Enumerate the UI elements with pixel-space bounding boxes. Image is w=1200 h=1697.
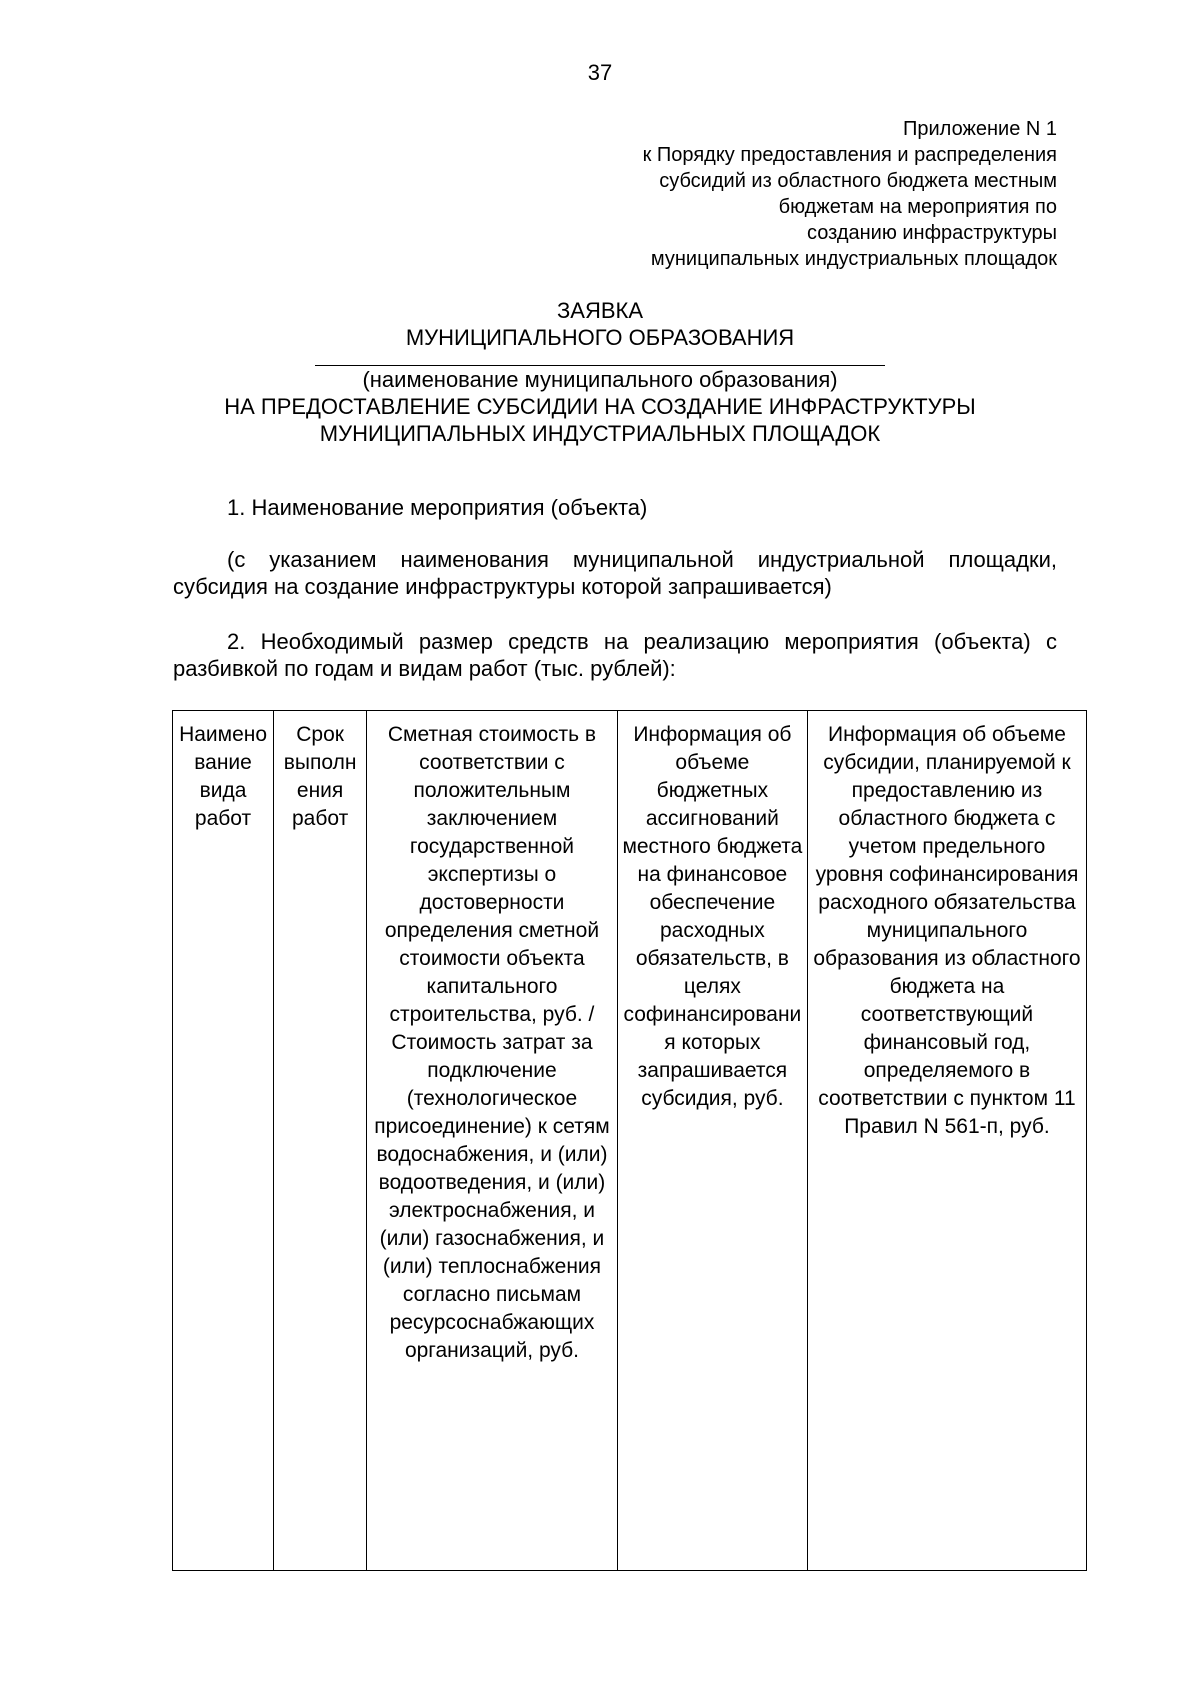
appendix-line: созданию инфраструктуры [806,222,1057,244]
works-table [172,710,1087,1571]
appendix-line: бюджетам на мероприятия по [778,196,1057,218]
header-work-period: Срок выполнения работ [274,711,367,1571]
appendix-line: к Порядку предоставления и распределения [642,144,1057,166]
appendix-note [537,116,1057,272]
header-work-type: Наименование вида работ [173,711,274,1571]
header-estimated-cost: Сметная стоимость в соответствии с положительным заключением государственной экспертизы о достоверности определения сметной стоимости объекта капитального строительства, руб. / Стоимость затрат за подключение (технологическое присоединение) к сетям водоснабжения, и (или) водоотведения, и (или) электроснабжения, и (или) газоснабжения, и (или) теплоснабжения согласно письмам ресурсоснабжающих организаций, руб. [367,711,618,1571]
appendix-line: Приложение N 1 [903,118,1057,140]
paragraph-2: 2. Необходимый размер средств на реализацию мероприятия (объекта) с разбивкой по годам и видам работ (тыс. рублей): [173,629,1057,681]
title-line-2: МУНИЦИПАЛЬНОГО ОБРАЗОВАНИЯ [405,325,795,350]
table-header-row [173,711,1087,1571]
title-line-3: НА ПРЕДОСТАВЛЕНИЕ СУБСИДИИ НА СОЗДАНИЕ ИНФРАСТРУКТУРЫ [224,394,976,419]
page-number: 37 [587,60,613,85]
appendix-line: муниципальных индустриальных площадок [650,248,1057,270]
paragraph-1-note: (с указанием наименования муниципальной индустриальной площадки, субсидия на создание инфраструктуры которой запрашивается) [173,547,1057,599]
header-subsidy-amount: Информация об объеме субсидии, планируемой к предоставлению из областного бюджета с учетом предельного уровня софинансирования расходного обязательства муниципального образования из областного бюджета на соответствующий финансовый год, определяемого в соответствии с пунктом 11 Правил N 561-п, руб. [807,711,1086,1571]
header-local-budget: Информация об объеме бюджетных ассигнований местного бюджета на финансовое обеспечение расходных обязательств, в целях софинансирования которых запрашивается субсидия, руб. [617,711,807,1571]
title-line-4: МУНИЦИПАЛЬНЫХ ИНДУСТРИАЛЬНЫХ ПЛОЩАДОК [319,421,881,446]
municipality-name-hint: (наименование муниципального образования) [362,367,838,392]
document-title [0,297,1200,447]
title-line-1: ЗАЯВКА [556,298,643,323]
paragraph-1: 1. Наименование мероприятия (объекта) [227,495,648,520]
appendix-line: субсидий из областного бюджета местным [659,170,1057,192]
